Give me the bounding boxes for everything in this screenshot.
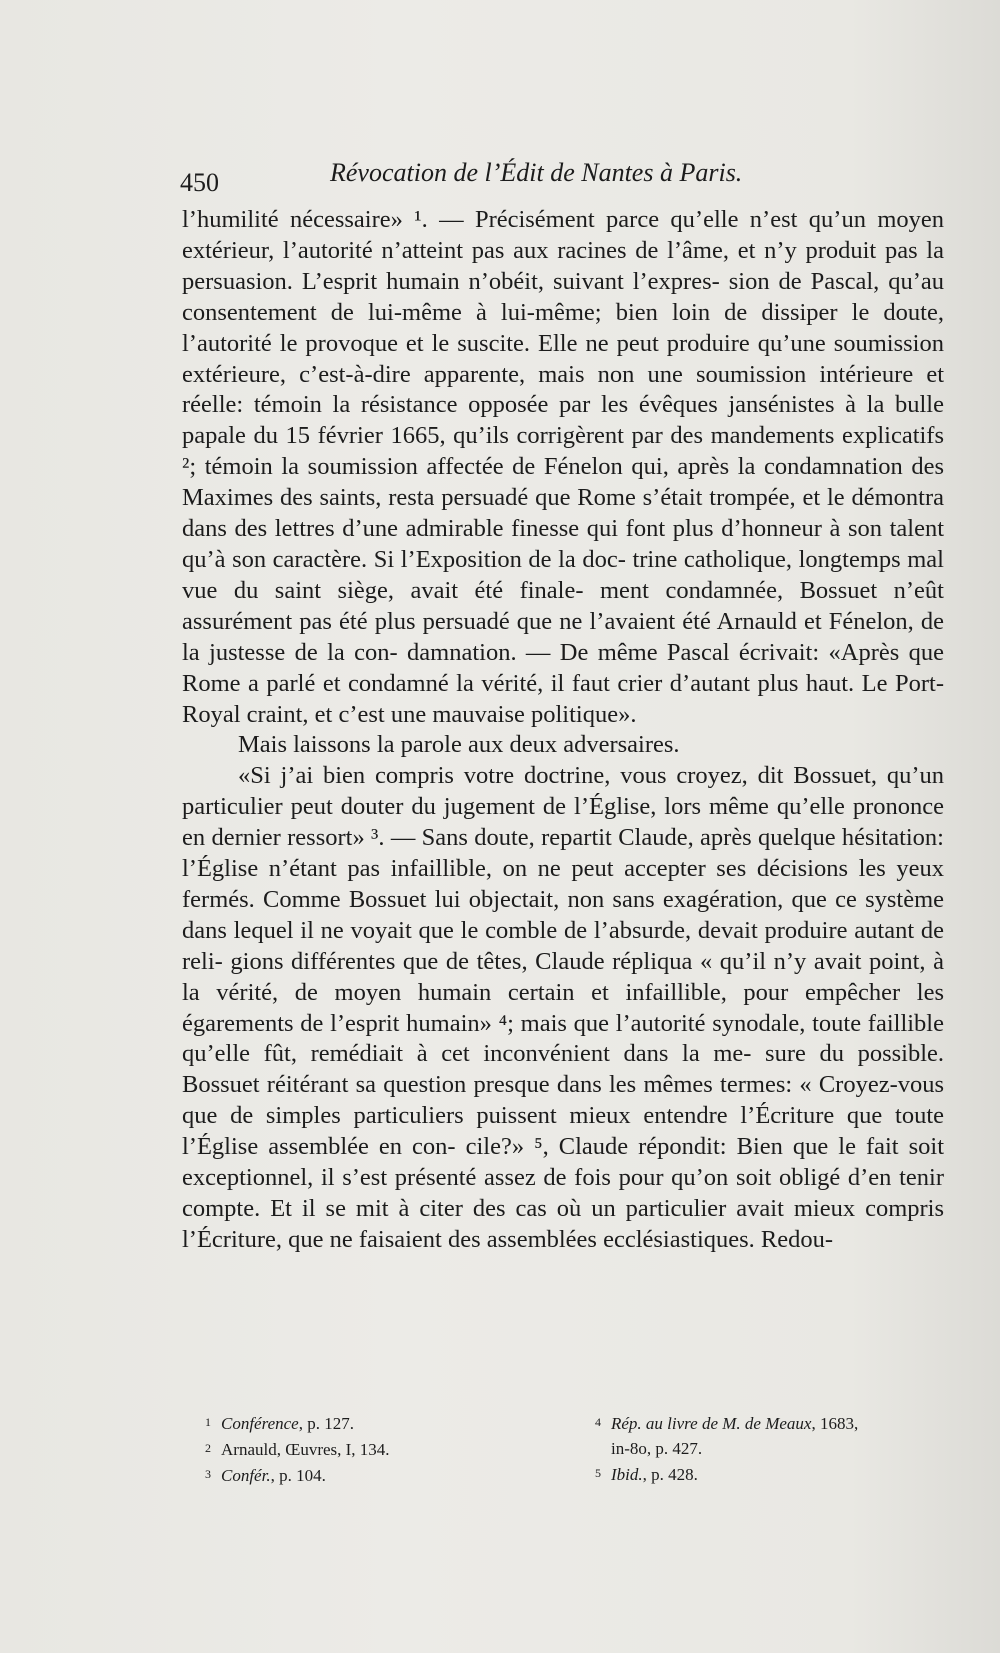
footnotes-right — [595, 1410, 955, 1487]
page-number: 450 — [180, 168, 219, 197]
paragraph-1-line: opposée par les évêques jansénistes à la bulle papale du 15 février — [182, 391, 944, 450]
paragraph-3-line: ne peut accepter ses décisions les yeux fermés. Comme Bossuet lui — [182, 855, 945, 913]
paragraph-3-line: à la vérité, de moyen humain certain et infaillible, pour empêcher — [182, 947, 945, 1006]
paragraph-1-line: trine catholique, longtemps mal vue du saint siège, avait été finale- — [182, 545, 944, 604]
paragraph-1 — [182, 205, 944, 730]
paragraph-1-line: moyen extérieur, l’autorité n’atteint pas aux racines de l’âme, et n’y — [182, 206, 944, 264]
paragraph-1-line: parlé et condamné la vérité, il faut crier d’autant plus haut. Le — [266, 669, 888, 697]
paragraph-3-line: gions différentes que de têtes, Claude répliqua « qu’il n’y avait point, — [230, 947, 926, 975]
paragraph-1-line: damnation. — De même Pascal écrivait: «Après que Rome a — [182, 638, 944, 697]
footnote-number: 2 — [205, 1441, 211, 1455]
paragraph-1-line: l’humilité nécessaire» ¹. — Précisément parce qu’elle n’est qu’un — [182, 206, 866, 233]
paragraph-1-line: mais non une soumission intérieure et réelle: témoin la résistance — [182, 360, 944, 419]
running-title: Révocation de l’Édit de Nantes à Paris. — [330, 158, 743, 187]
paragraph-3-line: l’Écriture, que ne faisaient des assemblées ecclésiastiques. Redou- — [182, 1225, 834, 1253]
footnote — [205, 1410, 585, 1436]
footnote — [595, 1410, 955, 1436]
paragraph-1-line: peut produire qu’une soumission extérieure, c’est-à-dire apparente, — [182, 329, 944, 388]
paragraph-3-line: cile?» ⁵, Claude répondit: Bien que le fait soit exceptionnel, il s’est — [182, 1133, 944, 1192]
paragraph-1-line: soumission affectée de Fénelon qui, après la condamnation des — [307, 453, 944, 481]
footnotes-left — [205, 1410, 585, 1488]
paragraph-1-line: sion de Pascal, qu’au consentement de lui-même à lui-même; bien — [182, 267, 945, 326]
body-text — [182, 205, 944, 1256]
footnote-text: , p. 428. — [642, 1465, 698, 1484]
footnote — [205, 1462, 585, 1488]
footnote-number: 5 — [595, 1466, 601, 1480]
footnote-reference: Conférence — [221, 1414, 299, 1433]
paragraph-3-line: qu’elle prononce en dernier ressort» ³. — Sans doute, repartit — [182, 793, 944, 852]
footnote-number: 3 — [205, 1467, 211, 1481]
paragraph-3-line: il se mit à citer des cas où un particulier avait mieux compris — [301, 1195, 945, 1222]
paragraph-3-line: qu’un particulier peut douter du jugement de l’Église, lors même — [182, 762, 945, 821]
paragraph-3-line: «Si j’ai bien compris votre doctrine, vous croyez, dit Bossuet, — [238, 762, 877, 790]
footnote-text: , p. 104. — [270, 1466, 326, 1485]
paragraph-1-line: ment condamnée, Bossuet n’eût assurément pas été plus persuadé — [182, 576, 944, 635]
footnote — [205, 1436, 585, 1462]
paragraph-1-line: que ne l’avaient été Arnauld et Fénelon, de la justesse de la con- — [182, 607, 944, 666]
paragraph-3-line: voyait que le comble de l’absurde, devait produire autant de reli- — [182, 916, 944, 975]
footnote-reference: Confér. — [221, 1466, 271, 1485]
footnote-number: 1 — [205, 1415, 211, 1429]
footnote-reference: Rép. au livre de M. de Meaux — [611, 1414, 812, 1433]
footnote-text: in-8o, p. 427. — [611, 1439, 703, 1458]
paragraph-3-line: les égarements de l’esprit humain» ⁴; mais que l’autorité synodale, — [182, 978, 944, 1037]
paragraph-1-line: Port-Royal craint, et c’est une mauvaise politique». — [182, 669, 945, 728]
paragraph-1-line: 1665, qu’ils corrigèrent par des mandements explicatifs ²; témoin la — [182, 422, 944, 481]
footnote-reference: Ibid. — [611, 1465, 643, 1484]
page-header — [180, 150, 950, 197]
paragraph-3-line: toute faillible qu’elle fût, remédiait à cet inconvénient dans la me- — [182, 1009, 944, 1068]
paragraph-1-line: Maximes des saints, resta persuadé que Rome s’était trompée, et — [182, 484, 821, 512]
paragraph-3 — [182, 761, 944, 1256]
footnote-text: , p. 127. — [298, 1414, 354, 1433]
paragraph-3-line: présenté assez de fois pour qu’on soit obligé d’en tenir compte. Et — [182, 1164, 944, 1222]
paragraph-2: Mais laissons la parole aux deux adversaires. — [238, 731, 680, 759]
footnote-text: , 1683, — [811, 1414, 859, 1433]
footnote-number: 4 — [595, 1415, 601, 1429]
paragraph-3-line: objectait, non sans exagération, que ce système dans lequel il ne — [182, 885, 944, 944]
paragraph-1-line: loin de dissiper le doute, l’autorité le provoque et le suscite. Elle ne — [182, 298, 944, 357]
paragraph-1-line: produit pas la persuasion. L’esprit humain n’obéit, suivant l’expres- — [182, 236, 944, 295]
paragraph-3-line: mêmes termes: « Croyez-vous que de simples particuliers puissent — [182, 1071, 945, 1130]
paragraph-3-line: mieux entendre l’Écriture que toute l’Église assemblée en con- — [182, 1102, 944, 1161]
paragraph-1-line: d’honneur à son talent qu’à son caractère. Si l’Exposition de la doc- — [182, 515, 945, 573]
footnote-text: Arnauld, Œuvres, I, 134. — [221, 1440, 390, 1459]
paragraph-1-line: le démontra dans des lettres d’une admirable finesse qui font plus — [182, 484, 944, 543]
footnote — [595, 1461, 955, 1487]
paragraph-3-line: Claude, après quelque hésitation: l’Église n’étant pas infaillible, on — [182, 824, 944, 883]
footnote — [595, 1436, 955, 1461]
paragraph-3-line: sure du possible. Bossuet réitérant sa question presque dans les — [182, 1040, 945, 1099]
